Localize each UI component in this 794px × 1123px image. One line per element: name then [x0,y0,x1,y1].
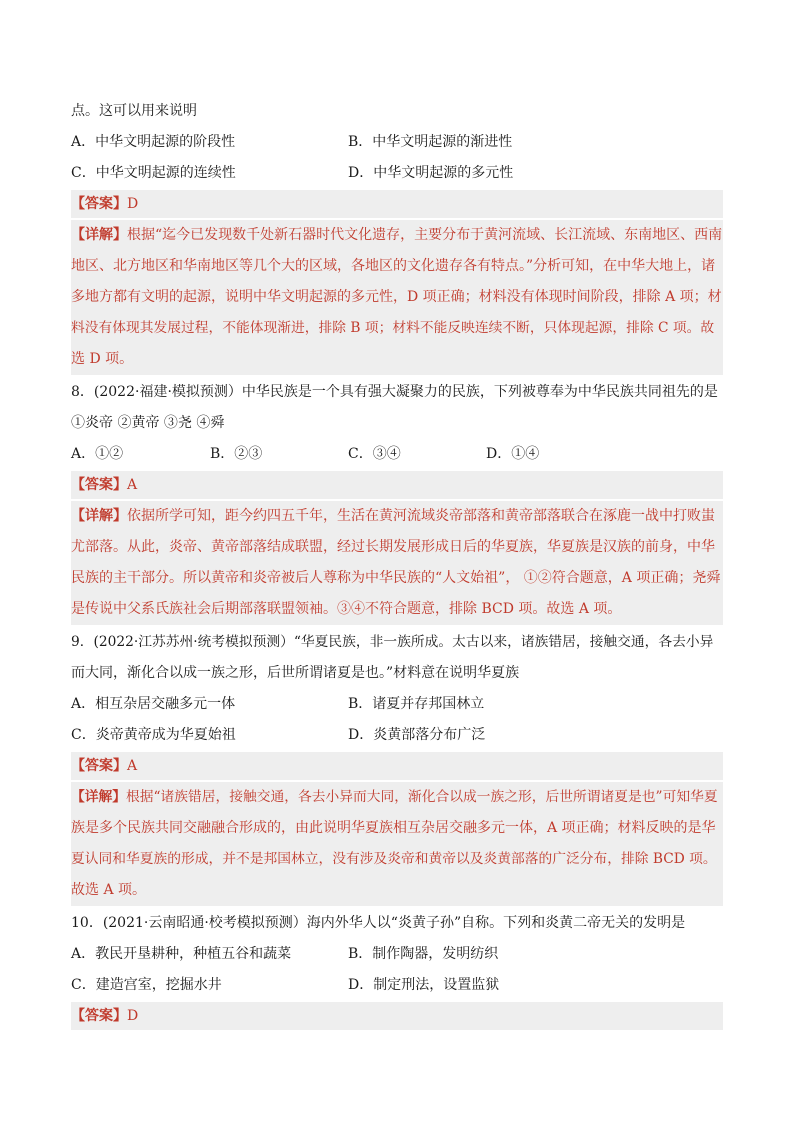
option-c: C．中华文明起源的连续性 [71,165,236,181]
explanation-line: 族是多个民族共同交融融合形成的，由此说明华夏族相互杂居交融多元一体，A 项正确；材料反映的是华 [71,820,716,836]
question-10-stem: 10．(2021·云南昭通·校考模拟预测）海内外华人以“炎黄子孙”自称。下列和炎黄二帝无关的发明是 [71,915,686,931]
explanation-line: 民族的主干部分。所以黄帝和炎帝被后人尊称为中华民族的“人文始祖”， ①②符合题意，A 项正确；尧舜 [71,570,721,586]
explanation-line: 【详解】根据“诸族错居，接触交通，各去小异而大同，渐化合以成一族之形，后世所谓诸夏是也”可知华夏 [71,789,718,805]
option-d: D．制定刑法，设置监狱 [348,977,500,993]
question-9-stem: 9．(2022·江苏苏州·统考模拟预测）“华夏民族，非一族所成。太古以来，诸族错居，接触交通，各去小异 [71,634,714,650]
answer-7 [71,190,723,218]
answer-9 [71,752,723,780]
answer-tag: 【答案】 [71,196,127,212]
explanation-line: 地区、北方地区和华南地区等几个大的区域，各地区的文化遗存各有特点。”分析可知，在中华大地上，诸 [71,258,716,274]
explanation-7 [71,220,723,375]
explanation-line: 【详解】依据所学可知，距今约四五千年，生活在黄河流域炎帝部落和黄帝部落联合在涿鹿一战中打败蚩 [71,508,715,524]
answer-tag: 【答案】 [71,758,127,774]
question-8-items: ①炎帝 ②黄帝 ③尧 ④舜 [71,415,225,431]
explanation-8 [71,501,723,625]
explanation-line: 料没有体现其发展过程，不能体现渐进，排除 B 项；材料不能反映连续不断，只体现起源，排除 C 项。故 [71,320,715,336]
explanation-tag: 【详解】 [71,227,127,243]
explanation-line: 夏认同和华夏族的形成，并不是邦国林立，没有涉及炎帝和黄帝以及炎黄部落的广泛分布，排除 BCD 项。 [71,851,717,867]
option-d: D．①④ [486,446,540,462]
answer-value: D [127,1008,139,1024]
document-page [71,96,723,1032]
option-b: B．②③ [210,446,263,462]
answer-8 [71,471,723,499]
option-b: B．诸夏并存邦国林立 [348,696,485,712]
explanation-line: 【详解】根据“迄今已发现数千处新石器时代文化遗存，主要分布于黄河流域、长江流域、东南地区、西南 [71,227,723,243]
explanation-line: 多地方都有文明的起源，说明中华文明起源的多元性，D 项正确；材料没有体现时间阶段，排除 A 项；材 [71,289,722,305]
explanation-line: 选 D 项。 [71,351,134,367]
option-a: A．①② [71,446,124,462]
explanation-line: 是传说中父系氏族社会后期部落联盟领袖。③④不符合题意，排除 BCD 项。故选 A 项。 [71,601,622,617]
option-d: D．中华文明起源的多元性 [348,165,514,181]
option-d: D．炎黄部落分布广泛 [348,727,486,743]
answer-value: A [127,758,138,774]
options-row [71,689,723,720]
question-9-stem-cont: 而大同，渐化合以成一族之形，后世所谓诸夏是也。”材料意在说明华夏族 [71,665,520,681]
options-row [71,158,723,189]
option-a: A．教民开垦耕种，种植五谷和蔬菜 [71,946,292,962]
explanation-tag: 【详解】 [71,508,127,524]
option-b: B．制作陶器，发明纺织 [348,946,499,962]
options-row [71,127,723,158]
option-c: C．建造宫室，挖掘水井 [71,977,222,993]
question-8-stem: 8．(2022·福建·模拟预测）中华民族是一个具有强大凝聚力的民族，下列被尊奉为中华民族共同祖先的是 [71,384,718,400]
option-c: C．③④ [348,446,401,462]
answer-tag: 【答案】 [71,477,127,493]
option-a: A．中华文明起源的阶段性 [71,134,236,150]
option-c: C．炎帝黄帝成为华夏始祖 [71,727,236,743]
answer-value: D [127,196,139,212]
question-7-continuation: 点。这可以用来说明 [71,103,197,119]
answer-value: A [127,477,138,493]
option-b: B．中华文明起源的渐进性 [348,134,513,150]
options-row [71,439,723,470]
explanation-line: 故选 A 项。 [71,882,147,898]
answer-tag: 【答案】 [71,1008,127,1024]
options-row [71,970,723,1001]
explanation-line: 尤部落。从此，炎帝、黄帝部落结成联盟，经过长期发展形成日后的华夏族，华夏族是汉族的前身，中华 [71,539,715,555]
options-row [71,720,723,751]
explanation-9 [71,782,723,906]
options-row [71,939,723,970]
option-a: A．相互杂居交融多元一体 [71,696,236,712]
explanation-tag: 【详解】 [71,789,127,805]
answer-10 [71,1002,723,1030]
